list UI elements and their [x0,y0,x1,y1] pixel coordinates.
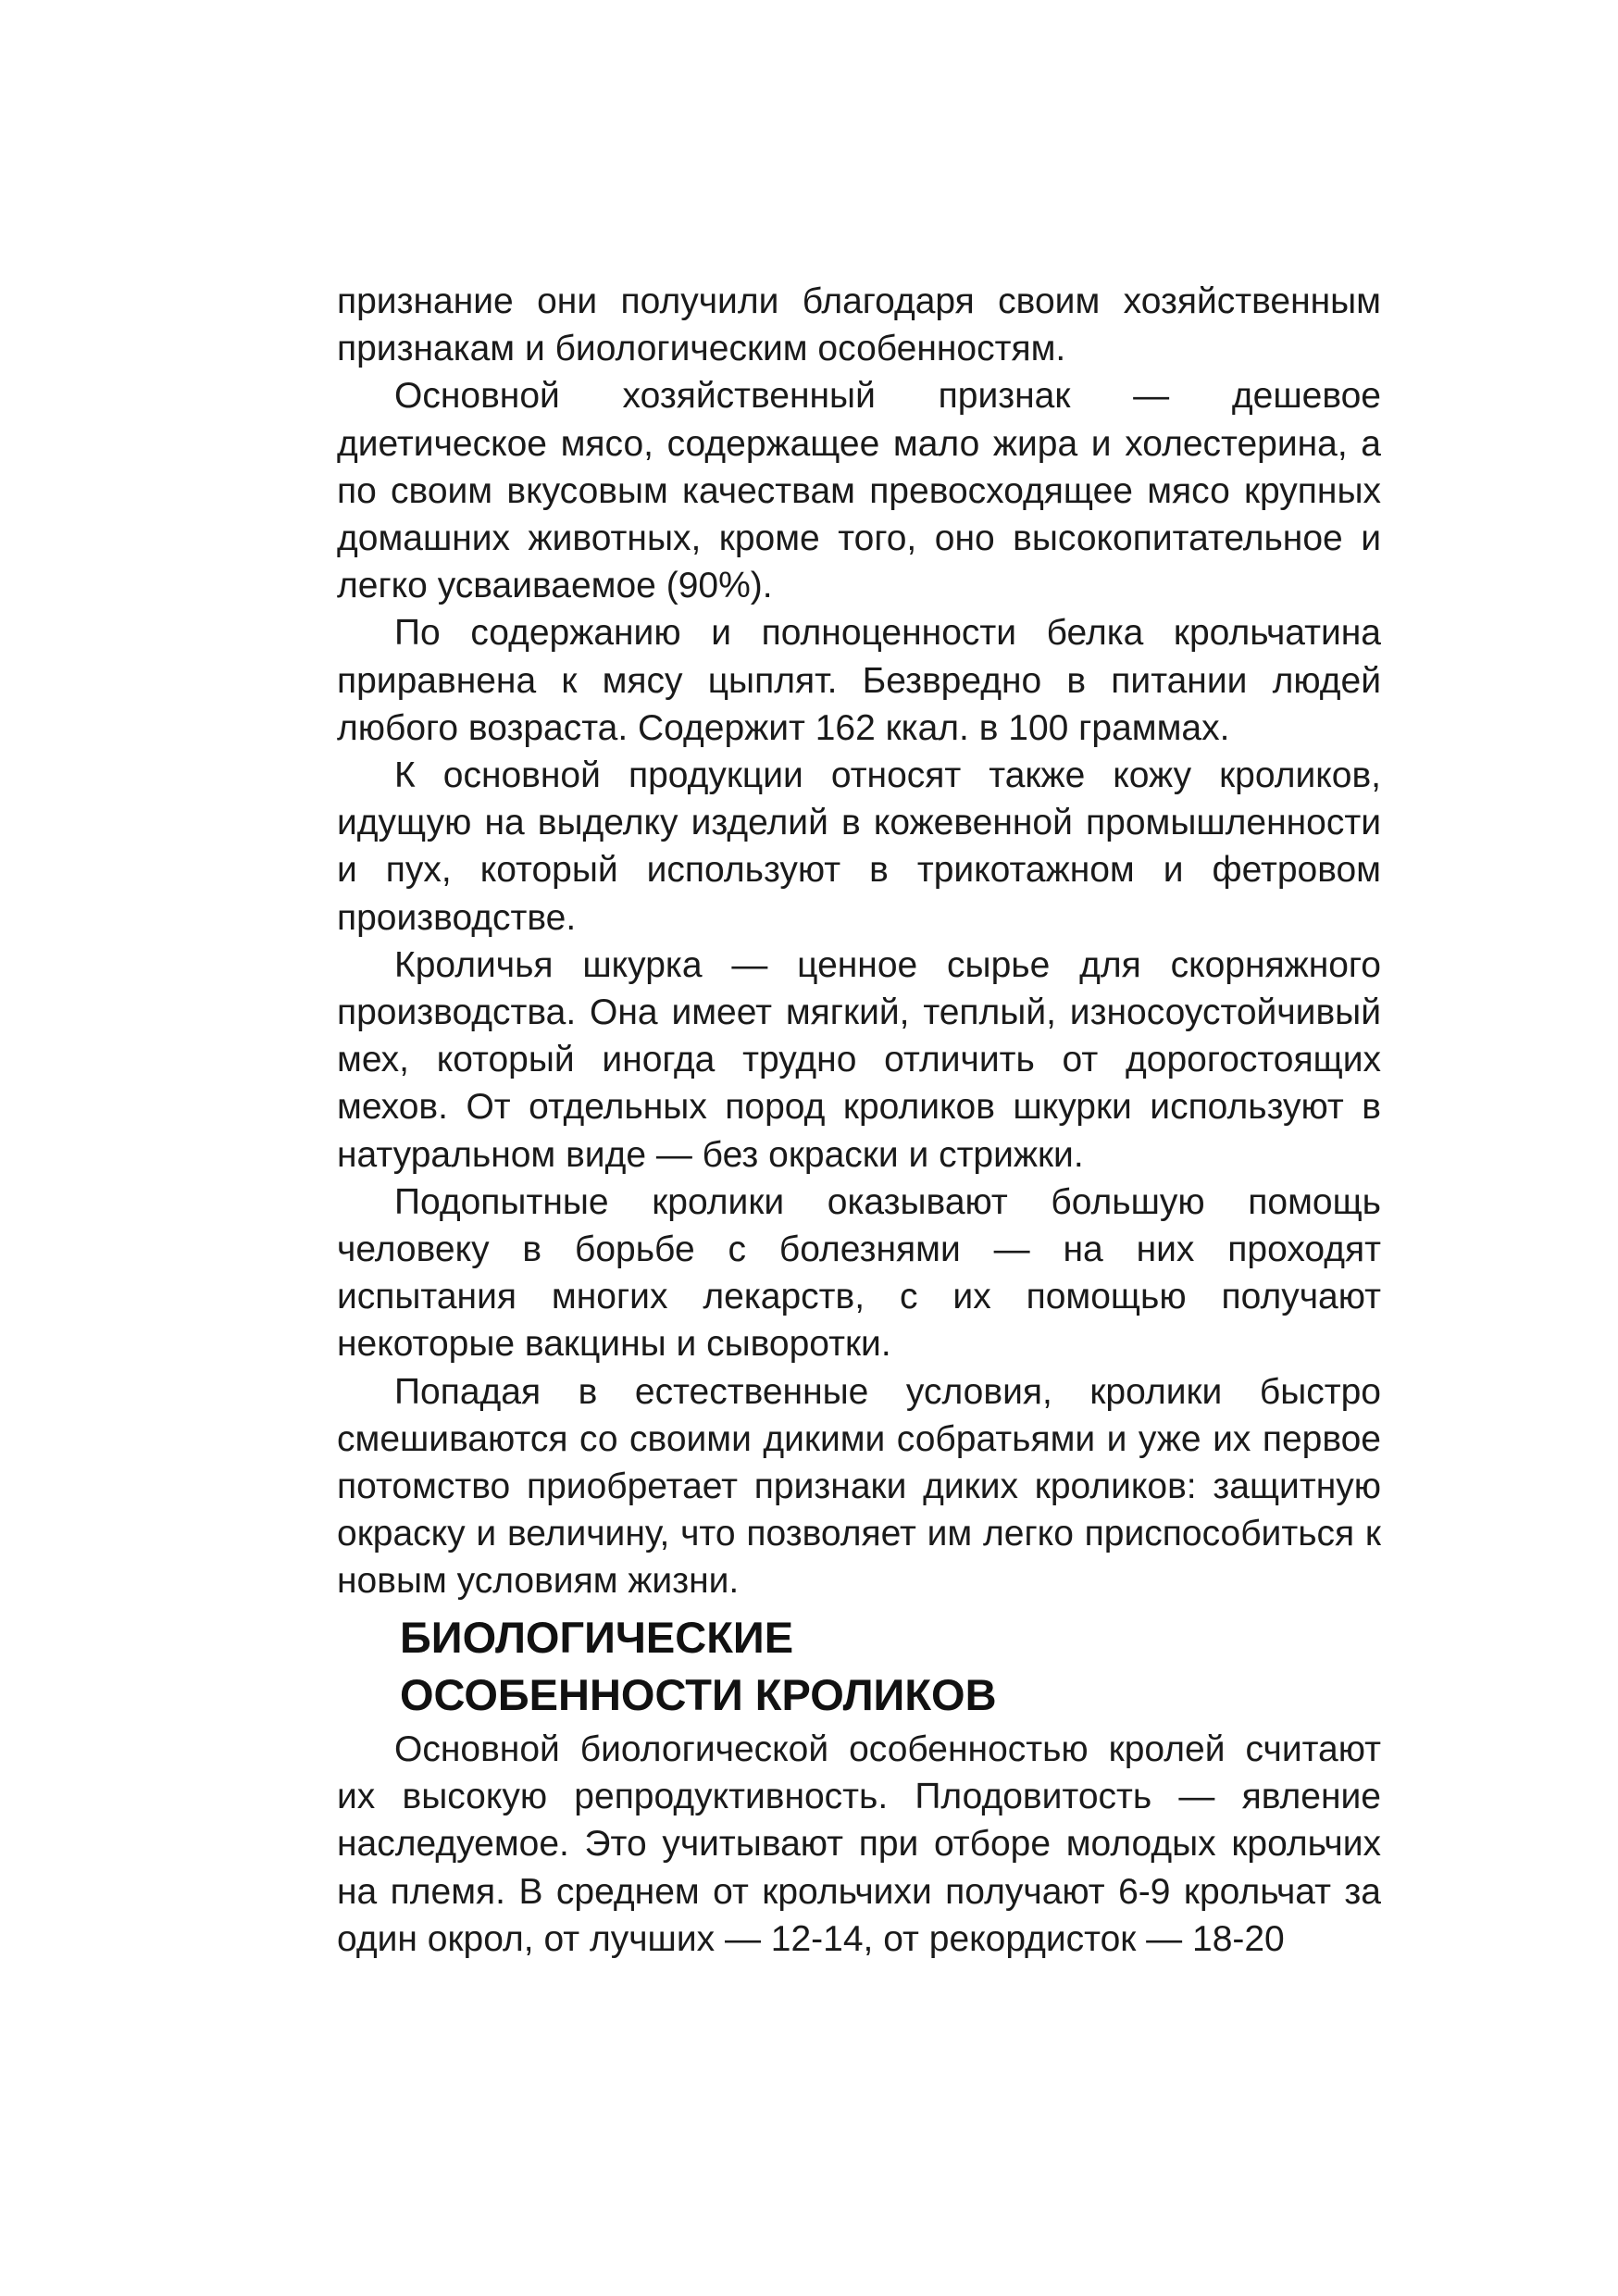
paragraph-lab-rabbits: Подопытные кролики оказывают большую помощь человеку в борьбе с болезнями — на них проходят испытания многих лекарств, с их помощью получают некоторые вакцины и сыворотки. [337,1181,1381,1365]
section-heading-line-2: ОСОБЕННОСТИ КРОЛИКОВ [400,1670,997,1719]
paragraph-products: К основной продукции относят также кожу кроликов, идущую на выделку изделий в кожевенной промышленности и пух, который используют в трикотажном и фетровом производстве. [337,755,1381,938]
section-heading-line-1: БИОЛОГИЧЕСКИЕ [400,1613,794,1662]
paragraph-continuation: признание они получили благодаря своим хозяйственным признакам и биологическим особенностям. [337,281,1381,369]
paragraph-protein: По содержанию и полноценности белка крольчатина приравнена к мясу цыплят. Безвредно в питании людей любого возраста. Содержит 162 ккал. в 100 граммах. [337,613,1381,748]
paragraph-wild-conditions: Попадая в естественные условия, кролики быстро смешиваются со своими дикими собратьями и уже их первое потомство приобретает признаки диких кроликов: защитную окраску и величину, что позволяет им легко приспособиться к новым условиям жизни. [337,1371,1381,1602]
paragraph-main-trait: Основной хозяйственный признак — дешевое диетическое мясо, содержащее мало жира и холестерина, а по своим вкусовым качествам превосходящее мясо крупных домашних животных, кроме того, оно высокопитательное и легко усваиваемое (90%). [337,376,1381,606]
paragraph-reproduction: Основной биологической особенностью кролей считают их высокую репродуктивность. Плодовитость — явление наследуемое. Это учитывают при отборе молодых крольчих на племя. В среднем от крольчихи получают 6-9 крольчат за один окрол, от лучших — 12-14, от рекордисток — 18-20 [337,1729,1381,1959]
section-heading [400,1609,1381,1724]
body-text-top [337,278,1381,1605]
body-text-bottom [337,1726,1381,1963]
paragraph-pelt: Кроличья шкурка — ценное сырье для скорняжного производства. Она имеет мягкий, теплый, износоустойчивый мех, который иногда трудно отличить от дорогостоящих мехов. От отдельных пород кроликов шкурки используют в натуральном виде — без окраски и стрижки. [337,944,1381,1175]
